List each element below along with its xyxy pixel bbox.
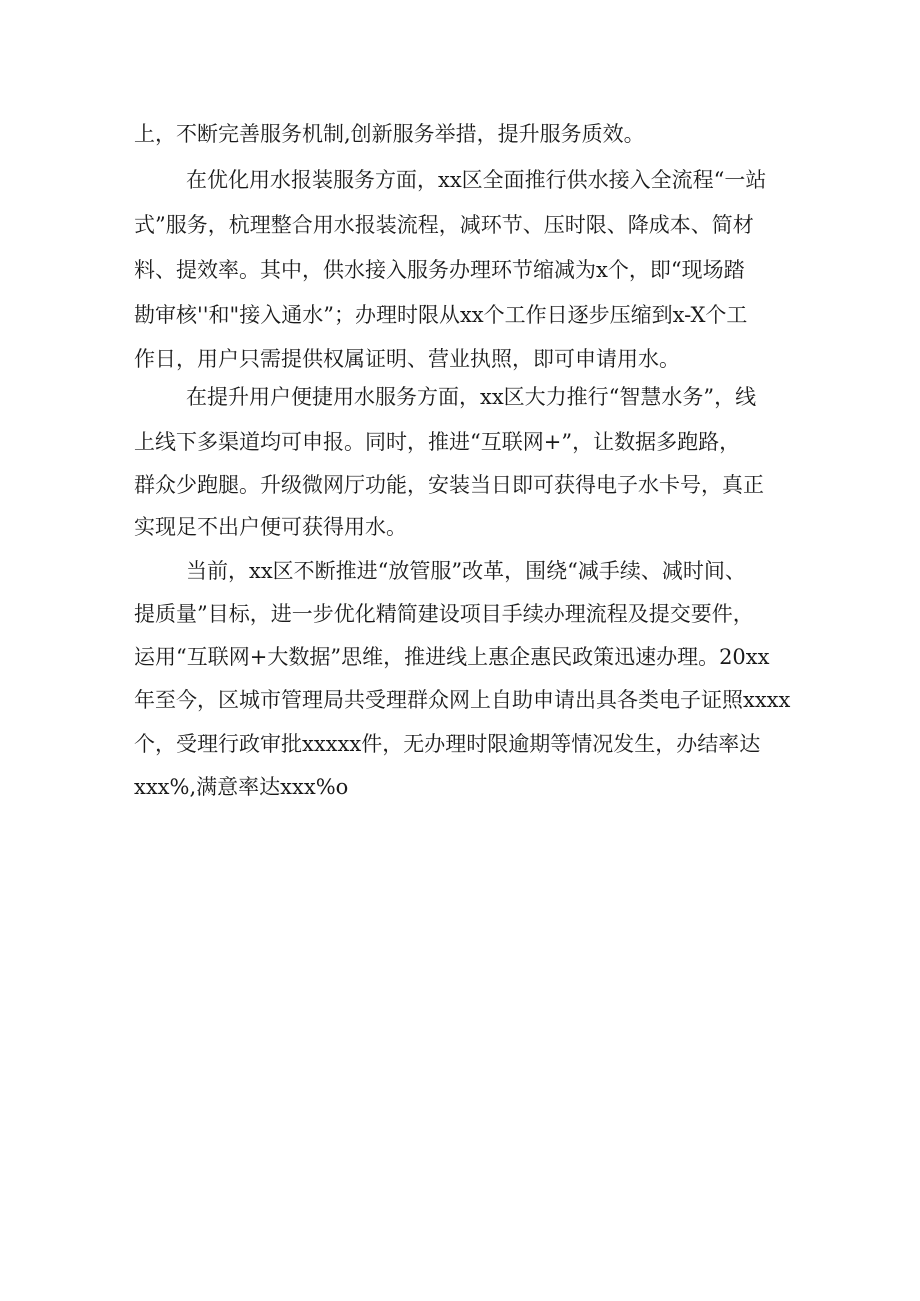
paragraph-4-line-3: 运用“互联网+大数据”思维，推进线上惠企惠民政策迅速办理。20xx bbox=[134, 645, 770, 669]
paragraph-2-line-1: 在优化用水报装服务方面，xx区全面推行供水接入全流程“一站 bbox=[186, 168, 767, 192]
paragraph-4-line-6: xxx%,满意率达xxx%o bbox=[134, 775, 349, 799]
paragraph-3-line-3: 群众少跑腿。升级微网厅功能，安装当日即可获得电子水卡号，真正 bbox=[134, 473, 764, 497]
paragraph-2-line-2: 式”服务，杭理整合用水报装流程，减环节、压时限、降成本、简材 bbox=[134, 213, 754, 237]
paragraph-3-line-4: 实现足不出户便可获得用水。 bbox=[134, 515, 407, 539]
paragraph-3-line-2: 上线下多渠道均可申报。同时，推进“互联网+”，让数据多跑路， bbox=[134, 430, 741, 454]
paragraph-2-line-4: 勘审核''和"接入通水”；办理时限从xx个工作日逐步压缩到x-X个工 bbox=[134, 303, 748, 327]
paragraph-2-line-5: 作日，用户只需提供权属证明、营业执照，即可申请用水。 bbox=[134, 347, 680, 371]
paragraph-4-line-1: 当前，xx区不断推进“放管服”改革，围绕“减手续、减时间、 bbox=[186, 559, 746, 583]
paragraph-2-line-3: 料、提效率。其中，供水接入服务办理环节缩减为x个，即“现场踏 bbox=[134, 258, 745, 282]
paragraph-4-line-5: 个，受理行政审批xxxxx件，无办理时限逾期等情况发生，办结率达 bbox=[134, 732, 761, 756]
paragraph-3-line-1: 在提升用户便捷用水服务方面，xx区大力推行“智慧水务”，线 bbox=[186, 385, 757, 409]
paragraph-1-line-1: 上，不断完善服务机制,创新服务举措，提升服务质效。 bbox=[134, 122, 645, 146]
paragraph-4-line-2: 提质量”目标，进一步优化精简建设项目手续办理流程及提交要件， bbox=[134, 602, 754, 626]
paragraph-4-line-4: 年至今，区城市管理局共受理群众网上自助申请出具各类电子证照xxxx bbox=[134, 688, 791, 712]
